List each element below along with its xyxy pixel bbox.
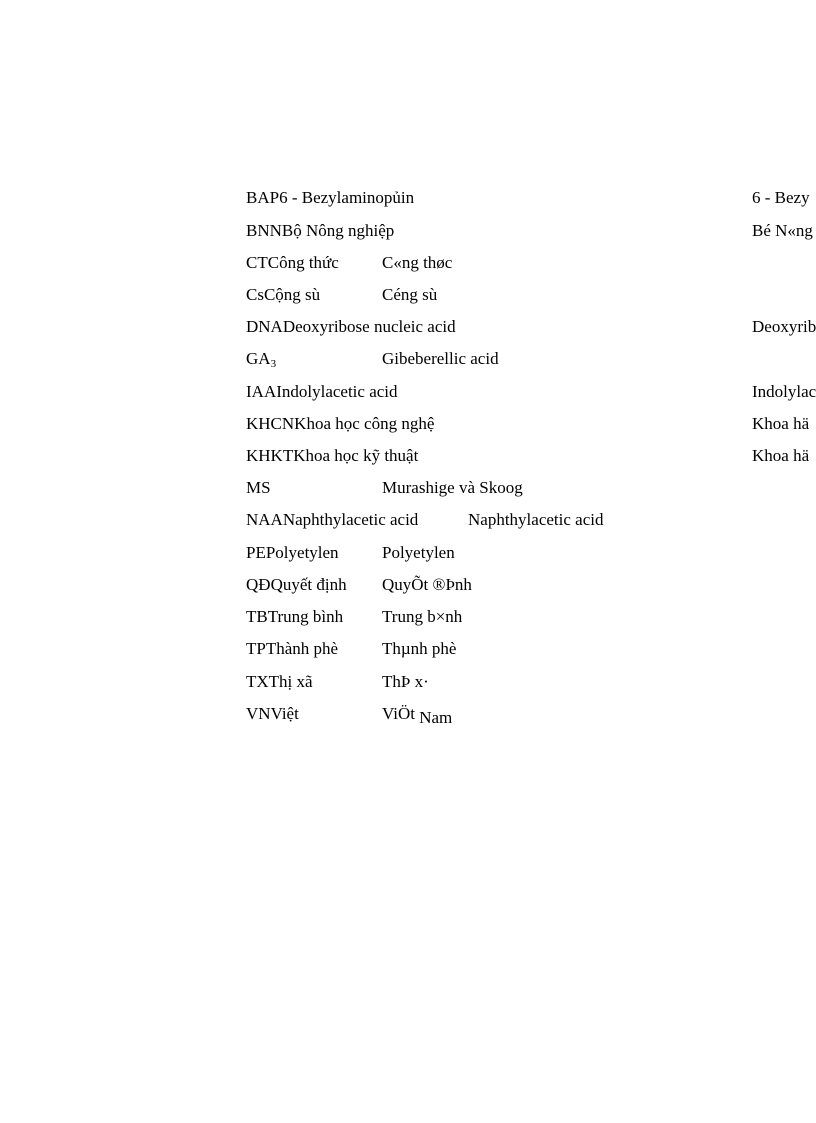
abbr-legacy-text — [382, 704, 453, 727]
abbr-meaning: Thành phè — [265, 639, 339, 658]
abbr-legacy-text: QuyÕt ®Þnh — [382, 575, 472, 594]
abbr-code: IAA — [246, 382, 277, 401]
abbr-meaning: Việt — [270, 704, 299, 723]
abbr-meaning: Indolylacetic acid — [276, 382, 398, 401]
abbr-line — [246, 286, 320, 303]
abbr-meaning: Trung bình — [267, 607, 344, 626]
abbr-code: MS — [246, 478, 271, 497]
abbr-code: DNA — [246, 317, 283, 336]
abbr-meaning: Deoxyribose nucleic acid — [282, 317, 456, 336]
abbr-meaning: Cộng sù — [263, 285, 321, 304]
abbr-line — [246, 640, 338, 657]
abbr-line — [246, 511, 418, 528]
abbr-legacy-text: Gibeberellic acid — [382, 349, 499, 368]
abbr-legacy-text: Indolylac — [752, 382, 816, 401]
abbr-code: CT — [246, 253, 268, 272]
abbr-meaning: Naphthylacetic acid — [282, 510, 419, 529]
abbr-meaning: Công thức — [267, 253, 339, 272]
abbr-line — [246, 673, 313, 690]
abbr-meaning: 6 - Bezylaminopủin — [279, 188, 415, 207]
abbr-line — [246, 705, 299, 722]
abbr-line — [246, 254, 339, 271]
abbr-meaning: Bộ Nông nghiệp — [281, 221, 395, 240]
abbr-line — [246, 318, 456, 335]
abbr-code: BAP — [246, 188, 280, 207]
abbr-legacy-text: C«ng thøc — [382, 253, 453, 272]
abbr-line — [246, 544, 339, 561]
abbr-legacy-text: Trung b×nh — [382, 607, 463, 626]
abbr-code: BNN — [246, 221, 282, 240]
abbr-code: KHKT — [246, 446, 294, 465]
abbr-legacy-text: Polyetylen — [382, 543, 455, 562]
abbr-code: VN — [246, 704, 271, 723]
abbr-line — [246, 576, 347, 593]
abbr-legacy-word: ViÖt — [382, 704, 415, 723]
abbr-legacy-text: 6 - Bezy — [752, 188, 810, 207]
abbr-meaning: Khoa học công nghệ — [294, 414, 435, 433]
abbr-line — [246, 349, 277, 370]
abbr-code: GA — [246, 349, 271, 368]
abbr-meaning: Polyetylen — [265, 543, 339, 562]
abbr-meaning: Quyết định — [270, 575, 347, 594]
abbr-code: TB — [246, 607, 268, 626]
abbr-legacy-text: Céng sù — [382, 285, 438, 304]
abbr-line — [246, 383, 398, 400]
abbr-legacy-text: Thµnh phè — [382, 639, 457, 658]
abbr-code: KHCN — [246, 414, 295, 433]
abbr-code: NAA — [246, 510, 283, 529]
abbr-code: TX — [246, 672, 269, 691]
abbr-line — [246, 222, 394, 239]
abbr-legacy-word: Nam — [419, 708, 453, 727]
abbr-line — [246, 189, 414, 206]
abbr-legacy-text: Khoa hä — [752, 414, 810, 433]
abbr-line — [246, 447, 418, 464]
abbr-legacy-text: Naphthylacetic acid — [468, 510, 604, 529]
abbr-meaning: Khoa học kỹ thuật — [293, 446, 419, 465]
abbr-subscript: 3 — [270, 358, 277, 370]
abbr-code: PE — [246, 543, 266, 562]
abbr-meaning: Thị xã — [268, 672, 313, 691]
abbr-line — [246, 415, 434, 432]
abbr-legacy-text: Khoa hä — [752, 446, 810, 465]
abbr-legacy-text: Deoxyrib — [752, 317, 816, 336]
abbr-line — [246, 608, 343, 625]
abbr-legacy-text: ThÞ x· — [382, 672, 429, 691]
abbr-legacy-text: Murashige và Skoog — [382, 478, 523, 497]
abbr-legacy-text: Bé N«ng — [752, 221, 813, 240]
abbr-code: TP — [246, 639, 266, 658]
abbr-code: Cs — [246, 285, 264, 304]
abbr-code: QĐ — [246, 575, 271, 594]
